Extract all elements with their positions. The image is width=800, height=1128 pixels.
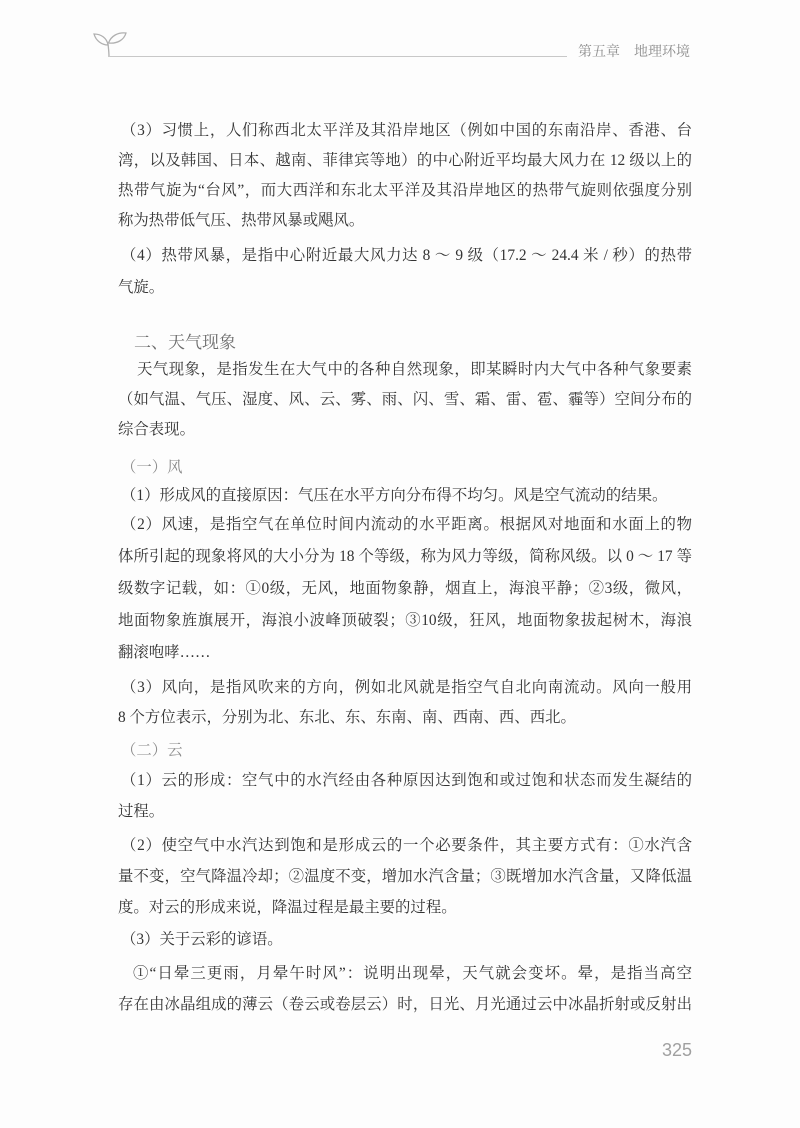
paragraph [118, 830, 692, 923]
paragraph [118, 673, 692, 733]
header-rule [109, 56, 567, 57]
subsection-heading: （二）云 [121, 742, 183, 759]
text-line: （2）风速，是指空气在单位时间内流动的水平距离。根据风对地面和水面上的物 [121, 516, 692, 533]
text-line: 过程。 [118, 803, 165, 820]
text-line: 翻滚咆哮…… [118, 644, 211, 661]
text-line: 地面物象旌旗展开，海浪小波峰顶破裂；③10级，狂风，地面物象拔起树木，海浪 [118, 612, 692, 629]
paragraph [118, 240, 692, 304]
text-line: 天气现象，是指发生在大气中的各种自然现象，即某瞬时内大气中各种气象要素 [137, 361, 692, 378]
text-line: （3）关于云彩的谚语。 [121, 931, 283, 948]
text-line: 湾，以及韩国、日本、越南、菲律宾等地）的中心附近平均最大风力在 12 级以上的 [118, 152, 692, 169]
text-line: （如气温、气压、湿度、风、云、雾、雨、闪、雪、霜、雷、雹、霾等）空间分布的 [118, 391, 692, 408]
sprout-icon [92, 30, 130, 58]
paragraph [118, 925, 692, 955]
subsection-heading: （一）风 [121, 459, 183, 476]
text-line: 综合表现。 [118, 421, 195, 438]
text-line: 体所引起的现象将风的大小分为 18 个等级，称为风力等级，简称风级。以 0 ～ 17 等 [118, 548, 692, 565]
text-line: 称为热带低气压、热带风暴或飓风。 [118, 212, 365, 229]
paragraph [118, 958, 692, 1020]
text-line: 度。对云的形成来说，降温过程是最主要的过程。 [118, 899, 457, 916]
text-line: （3）风向，是指风吹来的方向，例如北风就是指空气自北向南流动。风向一般用 [121, 679, 692, 696]
text-line: （1）云的形成：空气中的水汽经由各种原因达到饱和或过饱和状态而发生凝结的 [121, 772, 692, 789]
chapter-title: 第五章 地理环境 [578, 44, 690, 60]
text-line: 级数字记载，如：①0级，无风，地面物象静，烟直上，海浪平静；②3级，微风， [118, 580, 692, 597]
page-number: 325 [661, 1040, 692, 1060]
paragraph [118, 116, 692, 236]
paragraph [118, 509, 692, 669]
paragraph [118, 481, 692, 511]
text-line: （1）形成风的直接原因：气压在水平方向分布得不均匀。风是空气流动的结果。 [121, 487, 668, 504]
paragraph [118, 765, 692, 827]
paragraph [118, 355, 692, 445]
text-line: （2）使空气中水汽达到饱和是形成云的一个必要条件，其主要方式有：①水汽含 [121, 837, 692, 854]
text-line: ①“日晕三更雨，月晕午时风”：说明出现晕，天气就会变坏。晕，是指当高空 [133, 965, 692, 982]
text-line: 热带气旋为“台风”，而大西洋和东北太平洋及其沿岸地区的热带气旋则依强度分别 [118, 182, 692, 199]
text-line: 存在由冰晶组成的薄云（卷云或卷层云）时，日光、月光通过云中冰晶折射或反射出 [118, 996, 692, 1013]
text-line: 量不变，空气降温冷却；②温度不变，增加水汽含量；③既增加水汽含量，又降低温 [118, 868, 692, 885]
text-line: 8 个方位表示，分别为北、东北、东、东南、南、西南、西、西北。 [118, 709, 576, 726]
section-heading: 二、天气现象 [134, 333, 236, 352]
text-line: （4）热带风暴，是指中心附近最大风力达 8 ～ 9 级（17.2 ～ 24.4 米 / 秒）的热带 [121, 247, 692, 264]
text-line: （3）习惯上，人们称西北太平洋及其沿岸地区（例如中国的东南沿岸、香港、台 [121, 122, 692, 139]
text-line: 气旋。 [118, 279, 165, 296]
